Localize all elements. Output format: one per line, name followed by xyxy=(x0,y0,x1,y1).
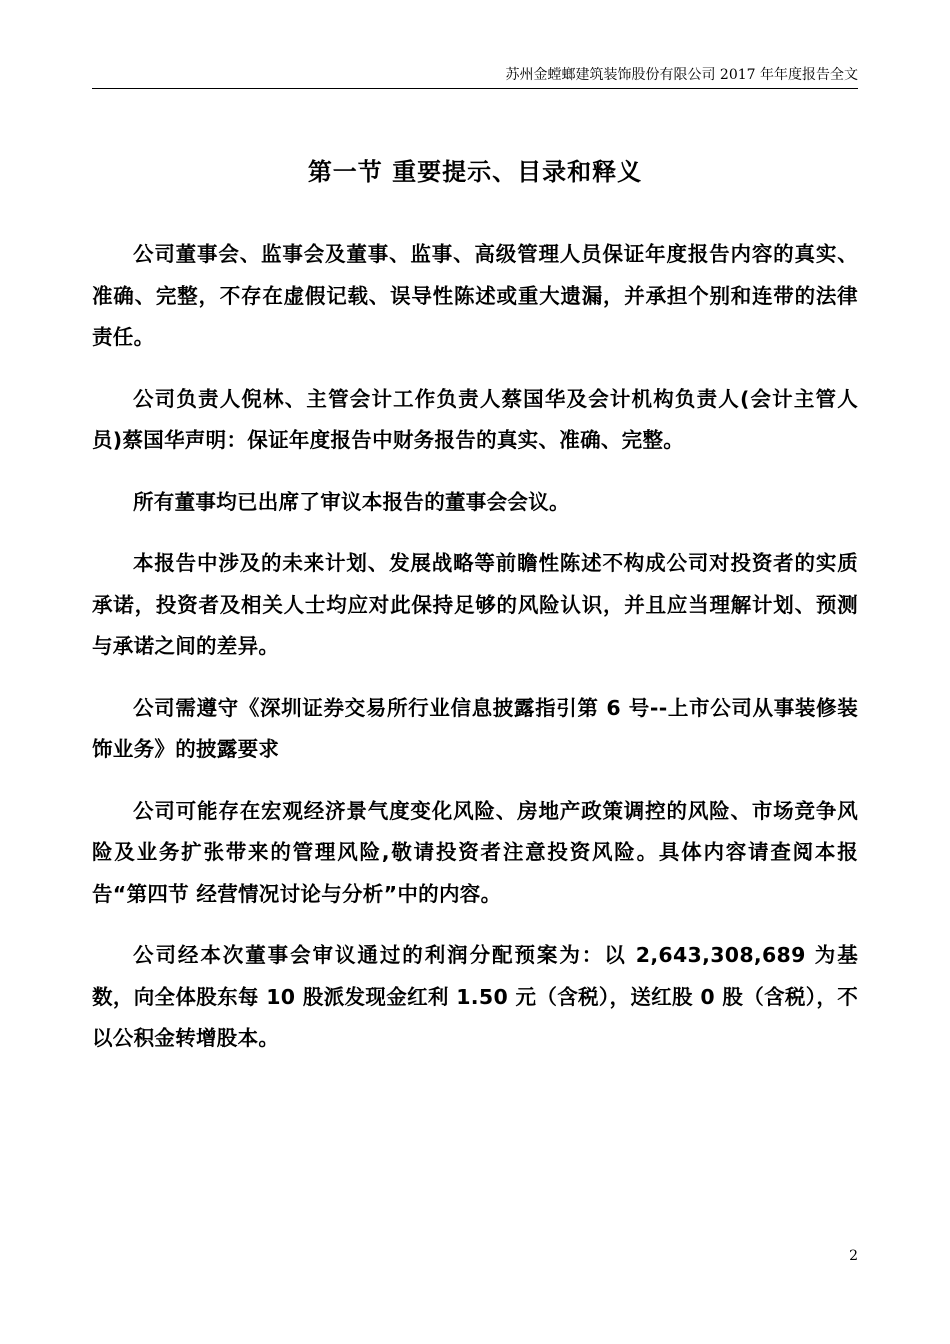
page-number: 2 xyxy=(849,1248,858,1264)
paragraph-risk-warning: 公司可能存在宏观经济景气度变化风险、房地产政策调控的风险、市场竞争风险及业务扩张带来的管理风险,敬请投资者注意投资风险。具体内容请查阅本报告“第四节 经营情况讨论与分析”中的内容。 xyxy=(92,798,858,906)
paragraph-disclosure-guideline: 公司需遵守《深圳证券交易所行业信息披露指引第 6 号--上市公司从事装修装饰业务》的披露要求 xyxy=(92,695,858,761)
paragraph-board-guarantee: 公司董事会、监事会及董事、监事、高级管理人员保证年度报告内容的真实、准确、完整，不存在虚假记载、误导性陈述或重大遗漏，并承担个别和连带的法律责任。 xyxy=(92,242,858,349)
paragraph-responsible-persons: 公司负责人倪林、主管会计工作负责人蔡国华及会计机构负责人(会计主管人员)蔡国华声明：保证年度报告中财务报告的真实、准确、完整。 xyxy=(92,386,858,452)
paragraph-forward-looking: 本报告中涉及的未来计划、发展战略等前瞻性陈述不构成公司对投资者的实质承诺，投资者及相关人士均应对此保持足够的风险认识，并且应当理解计划、预测与承诺之间的差异。 xyxy=(92,551,858,658)
paragraph-profit-distribution: 公司经本次董事会审议通过的利润分配预案为：以 2,643,308,689 为基数，向全体股东每 10 股派发现金红利 1.50 元（含税），送红股 0 股（含税），不以公积金转增股本。 xyxy=(92,943,858,1050)
section-title: 第一节 重要提示、目录和释义 xyxy=(307,158,643,186)
document-body xyxy=(92,234,858,1080)
page-header xyxy=(92,62,858,89)
paragraph-directors-attendance: 所有董事均已出席了审议本报告的董事会会议。 xyxy=(133,489,570,514)
header-text: 苏州金螳螂建筑装饰股份有限公司 2017 年年度报告全文 xyxy=(505,67,858,83)
